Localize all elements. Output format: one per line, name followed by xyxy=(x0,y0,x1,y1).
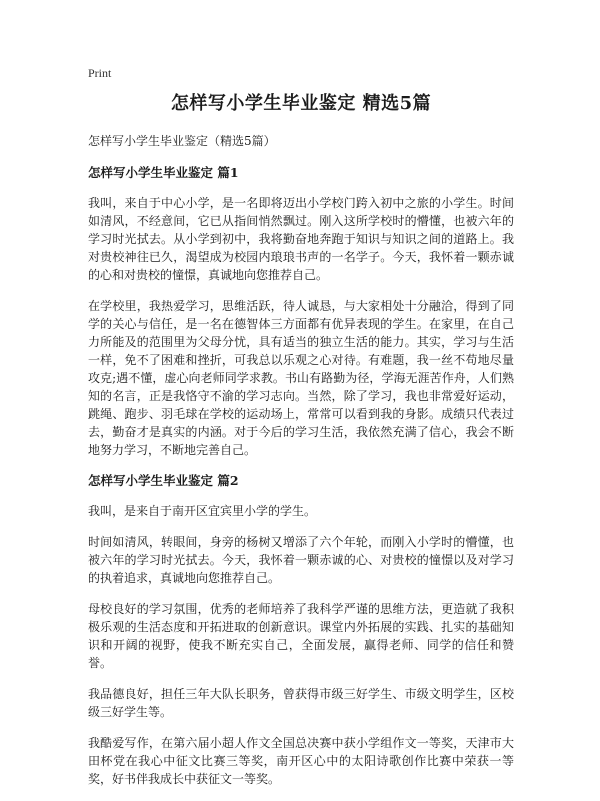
section-1 xyxy=(88,164,514,459)
paragraph: 时间如清风，转眼间，身旁的杨树又增添了六个年轮，而刚入小学时的懵懂，也被六年的学习时光拭去。今天，我怀着一颗赤诚的心、对贵校的憧憬以及对学习的执着追求，真诚地向您推荐自己。 xyxy=(88,535,514,585)
paragraph: 我叫，来自于中心小学，是一名即将迈出小学校门跨入初中之旅的小学生。时间如清风，不经意间，它已从指间悄然飘过。刚入这所学校时的懵懂，也被六年的学习时光拭去。从小学到初中，我将勤奋地奔跑于知识与知识之间的道路上。我对贵校神往已久，渴望成为校园内琅琅书声的一名学子。今天，我怀着一颗赤诚的心和对贵校的憧憬，真诚地向您推荐自己。 xyxy=(88,196,514,282)
paragraph: 母校良好的学习氛围，优秀的老师培养了我科学严谨的思维方法，更造就了我积极乐观的生活态度和开拓进取的创新意识。课堂内外拓展的实践、扎实的基础知识和开阔的视野，使我不断充实自己，全面发展，赢得老师、同学的信任和赞誉。 xyxy=(88,602,514,670)
paragraph: 我品德良好，担任三年大队长职务，曾获得市级三好学生、市级文明学生，区校级三好学生等。 xyxy=(88,687,514,719)
paragraph: 我叫，是来自于南开区宜宾里小学的学生。 xyxy=(88,504,317,518)
document-content xyxy=(88,92,514,801)
document-title: 怎样写小学生毕业鉴定 精选5篇 xyxy=(170,93,432,114)
section-heading: 怎样写小学生毕业鉴定 篇2 xyxy=(88,473,239,488)
document-subtitle: 怎样写小学生毕业鉴定（精选5篇） xyxy=(88,134,276,148)
paragraph: 我酷爱写作，在第六届小超人作文全国总决赛中获小学组作文一等奖，天津市大田杯党在我心中征文比赛三等奖，南开区心中的太阳诗歌创作比赛中荣获一等奖，好书伴我成长中获征文一等奖。 xyxy=(88,736,514,786)
print-link[interactable]: Print xyxy=(88,66,112,80)
section-2 xyxy=(88,472,514,788)
section-heading: 怎样写小学生毕业鉴定 篇1 xyxy=(88,165,239,180)
paragraph: 在学校里，我热爱学习，思维活跃，待人诚恳，与大家相处十分融洽，得到了同学的关心与信任，是一名在德智体三方面都有优异表现的学生。在家里，在自己力所能及的范围里为父母分忧，具有适当的独立生活的能力。其实，学习与生活一样，免不了困难和挫折，可我总以乐观之心对待。有难题，我一丝不苟地尽量攻克;遇不懂，虚心向老师同学求教。书山有路勤为径，学海无涯苦作舟，人们熟知的名言，正是我恪守不渝的学习志向。当然，除了学习，我也非常爱好运动，跳绳、跑步、羽毛球在学校的运动场上，常常可以看到我的身影。成绩只代表过去，勤奋才是真实的内涵。对于今后的学习生活，我依然充满了信心，我会不断地努力学习，不断地完善自己。 xyxy=(88,299,514,457)
